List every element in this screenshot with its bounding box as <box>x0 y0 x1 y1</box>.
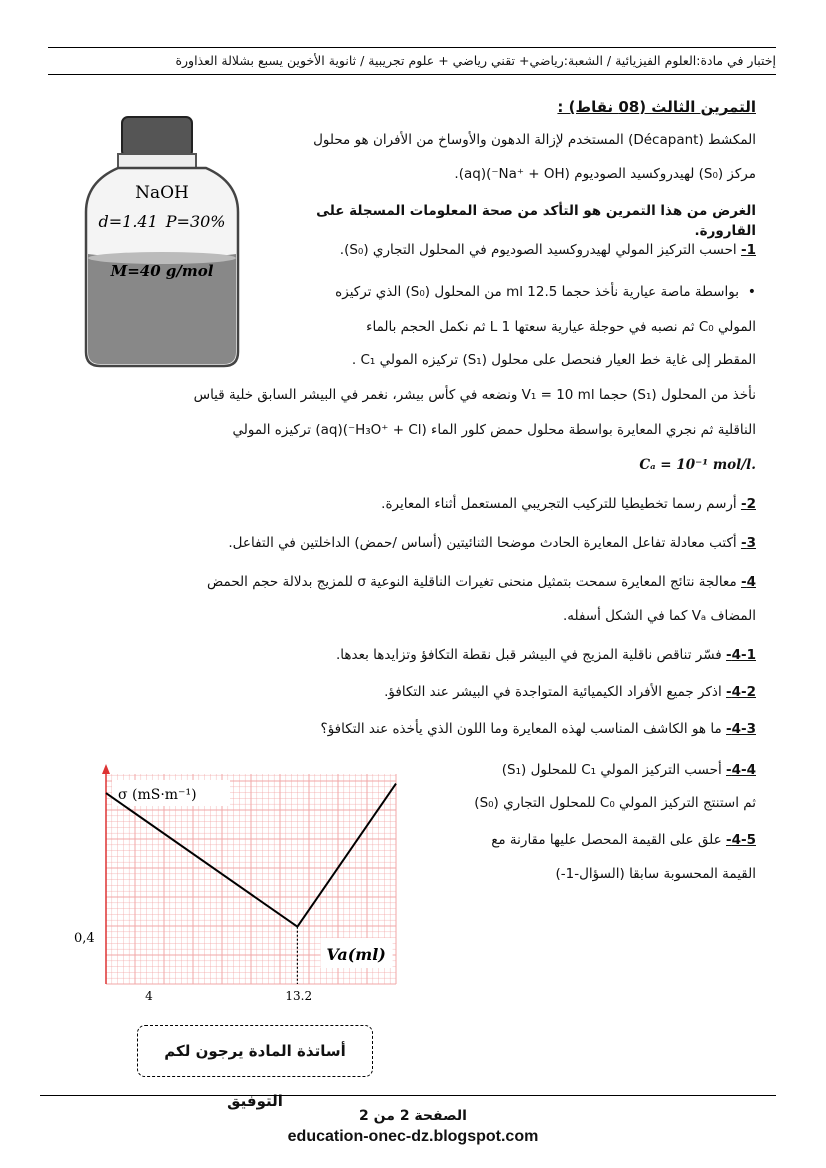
question-4-1 <box>66 645 756 665</box>
bullet-dot: • <box>743 284 756 300</box>
curve-ascending-segment <box>297 784 396 927</box>
question-4-line-2: المضاف Vₐ كما في الشكل أسفله. <box>562 608 756 624</box>
question-4 <box>66 572 756 592</box>
question-4-2 <box>66 682 756 702</box>
question-4-4-line-2: ثم استنتج التركيز المولي C₀ للمحلول التجاري (S₀) <box>474 795 756 811</box>
question-4-5 <box>436 830 756 850</box>
bullet-line-1-text: بواسطة ماصة عيارية نأخذ حجما 12.5 ml من المحلول (S₀) الذي تركيزه <box>335 284 739 300</box>
question-4-1-text: فسّر تناقص ناقلية المزيج في البيشر قبل نقطة التكافؤ وتزايدها بعدها. <box>335 647 722 663</box>
intro-line-1: المكشط (Décapant) المستخدم لإزالة الدهون والأوساخ من الأفران هو محلول <box>313 132 756 148</box>
footer-divider <box>40 1095 776 1096</box>
chart-ylabel: σ (mS·m⁻¹) <box>118 787 197 803</box>
bottle-molar-mass: M=40 g/mol <box>110 262 214 280</box>
chart-y-axis-arrow <box>102 764 110 774</box>
question-4-4 <box>436 760 756 780</box>
question-2 <box>66 494 756 514</box>
bullet-line-1 <box>256 282 756 302</box>
para2-line-2: الناقلية ثم نجري المعايرة بواسطة محلول حمض كلور الماء (H₃O⁺ + Cl⁻)(aq) تركيزه المولي <box>232 422 756 438</box>
conductivity-chart <box>60 762 410 1012</box>
bottle-label-naoh: NaOH <box>135 183 189 203</box>
intro-goal: الغرض من هذا التمرين هو التأكد من صحة المعلومات المسجلة على القارورة. <box>316 203 756 239</box>
naoh-bottle <box>82 112 242 372</box>
question-4-3-number: 4-3- <box>726 721 756 737</box>
closing-wish-box <box>137 1025 373 1110</box>
question-4-2-number: 4-2- <box>726 684 756 700</box>
question-2-text: أرسم رسما تخطيطيا للتركيب التجريبي المستعمل أثناء المعايرة. <box>381 496 737 512</box>
chart-y-tick-label: 0,4 <box>74 931 95 946</box>
question-1-text: احسب التركيز المولي لهيدروكسيد الصوديوم في المحلول التجاري (S₀). <box>339 242 737 258</box>
question-4-4-line-1: أحسب التركيز المولي C₁ للمحلول (S₁) <box>501 762 722 778</box>
question-4-3-text: ما هو الكاشف المناسب لهذه المعايرة وما اللون الذي يأخذه عند التكافؤ؟ <box>320 721 722 737</box>
para2-line-1: نأخذ من المحلول (S₁) حجما V₁ = 10 ml ونضعه في كأس بيشر، نغمر في البيشر السابق خلية قياس <box>193 387 756 403</box>
question-2-number: 2- <box>740 496 756 512</box>
bottle-density-purity: d=1.41 P=30% <box>98 212 226 231</box>
question-4-5-line-1: علق على القيمة المحصل عليها مقارنة مع <box>491 832 722 848</box>
footer-website: education-onec-dz.blogspot.com <box>287 1128 539 1145</box>
question-3 <box>66 533 756 553</box>
question-4-3 <box>66 719 756 739</box>
question-4-5-number: 4-5- <box>726 832 756 848</box>
para2-line-3: Cₐ = 10⁻¹ mol/l. <box>639 457 756 473</box>
question-4-1-number: 4-1- <box>726 647 756 663</box>
question-4-line-1: معالجة نتائج المعايرة سمحت بتمثيل منحنى تغيرات الناقلية النوعية σ للمزيج بدلالة حجم الحمض <box>206 574 737 590</box>
question-3-number: 3- <box>740 535 756 551</box>
chart-x-tick-label-13-2: 13.2 <box>285 989 313 1003</box>
chart-x-tick-label-4: 4 <box>145 989 153 1003</box>
question-4-4-number: 4-4- <box>726 762 756 778</box>
question-4-number: 4- <box>740 574 756 590</box>
intro-line-2: مركز (S₀) لهيدروكسيد الصوديوم (Na⁺ + OH⁻)(aq). <box>454 166 756 182</box>
closing-wish-text: أساتذة المادة يرجون لكم التوفيق <box>164 1042 346 1110</box>
exercise-title: التمرين الثالث (08 نقاط) : <box>557 98 756 116</box>
question-4-5-line-2: القيمة المحسوبة سابقا (السؤال-1-) <box>555 866 756 882</box>
chart-xlabel: Va(ml) <box>326 945 386 964</box>
bullet-line-2: المولي C₀ ثم نصبه في حوجلة عيارية سعتها 1 L ثم نكمل الحجم بالماء <box>366 319 756 335</box>
bottle-neck <box>118 154 196 168</box>
question-1-number: 1- <box>740 242 756 258</box>
exam-header <box>48 47 776 75</box>
question-3-text: أكتب معادلة تفاعل المعايرة الحادث موضحا الثنائيتين (أساس /حمض) الداخلتين في التفاعل. <box>228 535 737 551</box>
exam-header-text: إختبار في مادة:العلوم الفيزيائية / الشعبة:رياضي+ تقني رياضي + علوم تجريبية / ثانوية الأخوين يسبع بشلالة العذاورة <box>175 53 776 68</box>
bullet-line-3: المقطر إلى غاية خط العيار فنحصل على محلول (S₁) تركيزه المولي C₁ . <box>351 352 756 368</box>
footer-page-number: الصفحة 2 من 2 <box>359 1108 467 1124</box>
question-1 <box>256 240 756 260</box>
question-4-2-text: اذكر جميع الأفراد الكيميائية المتواجدة في البيشر عند التكافؤ. <box>384 684 722 700</box>
bottle-cap <box>122 117 192 157</box>
